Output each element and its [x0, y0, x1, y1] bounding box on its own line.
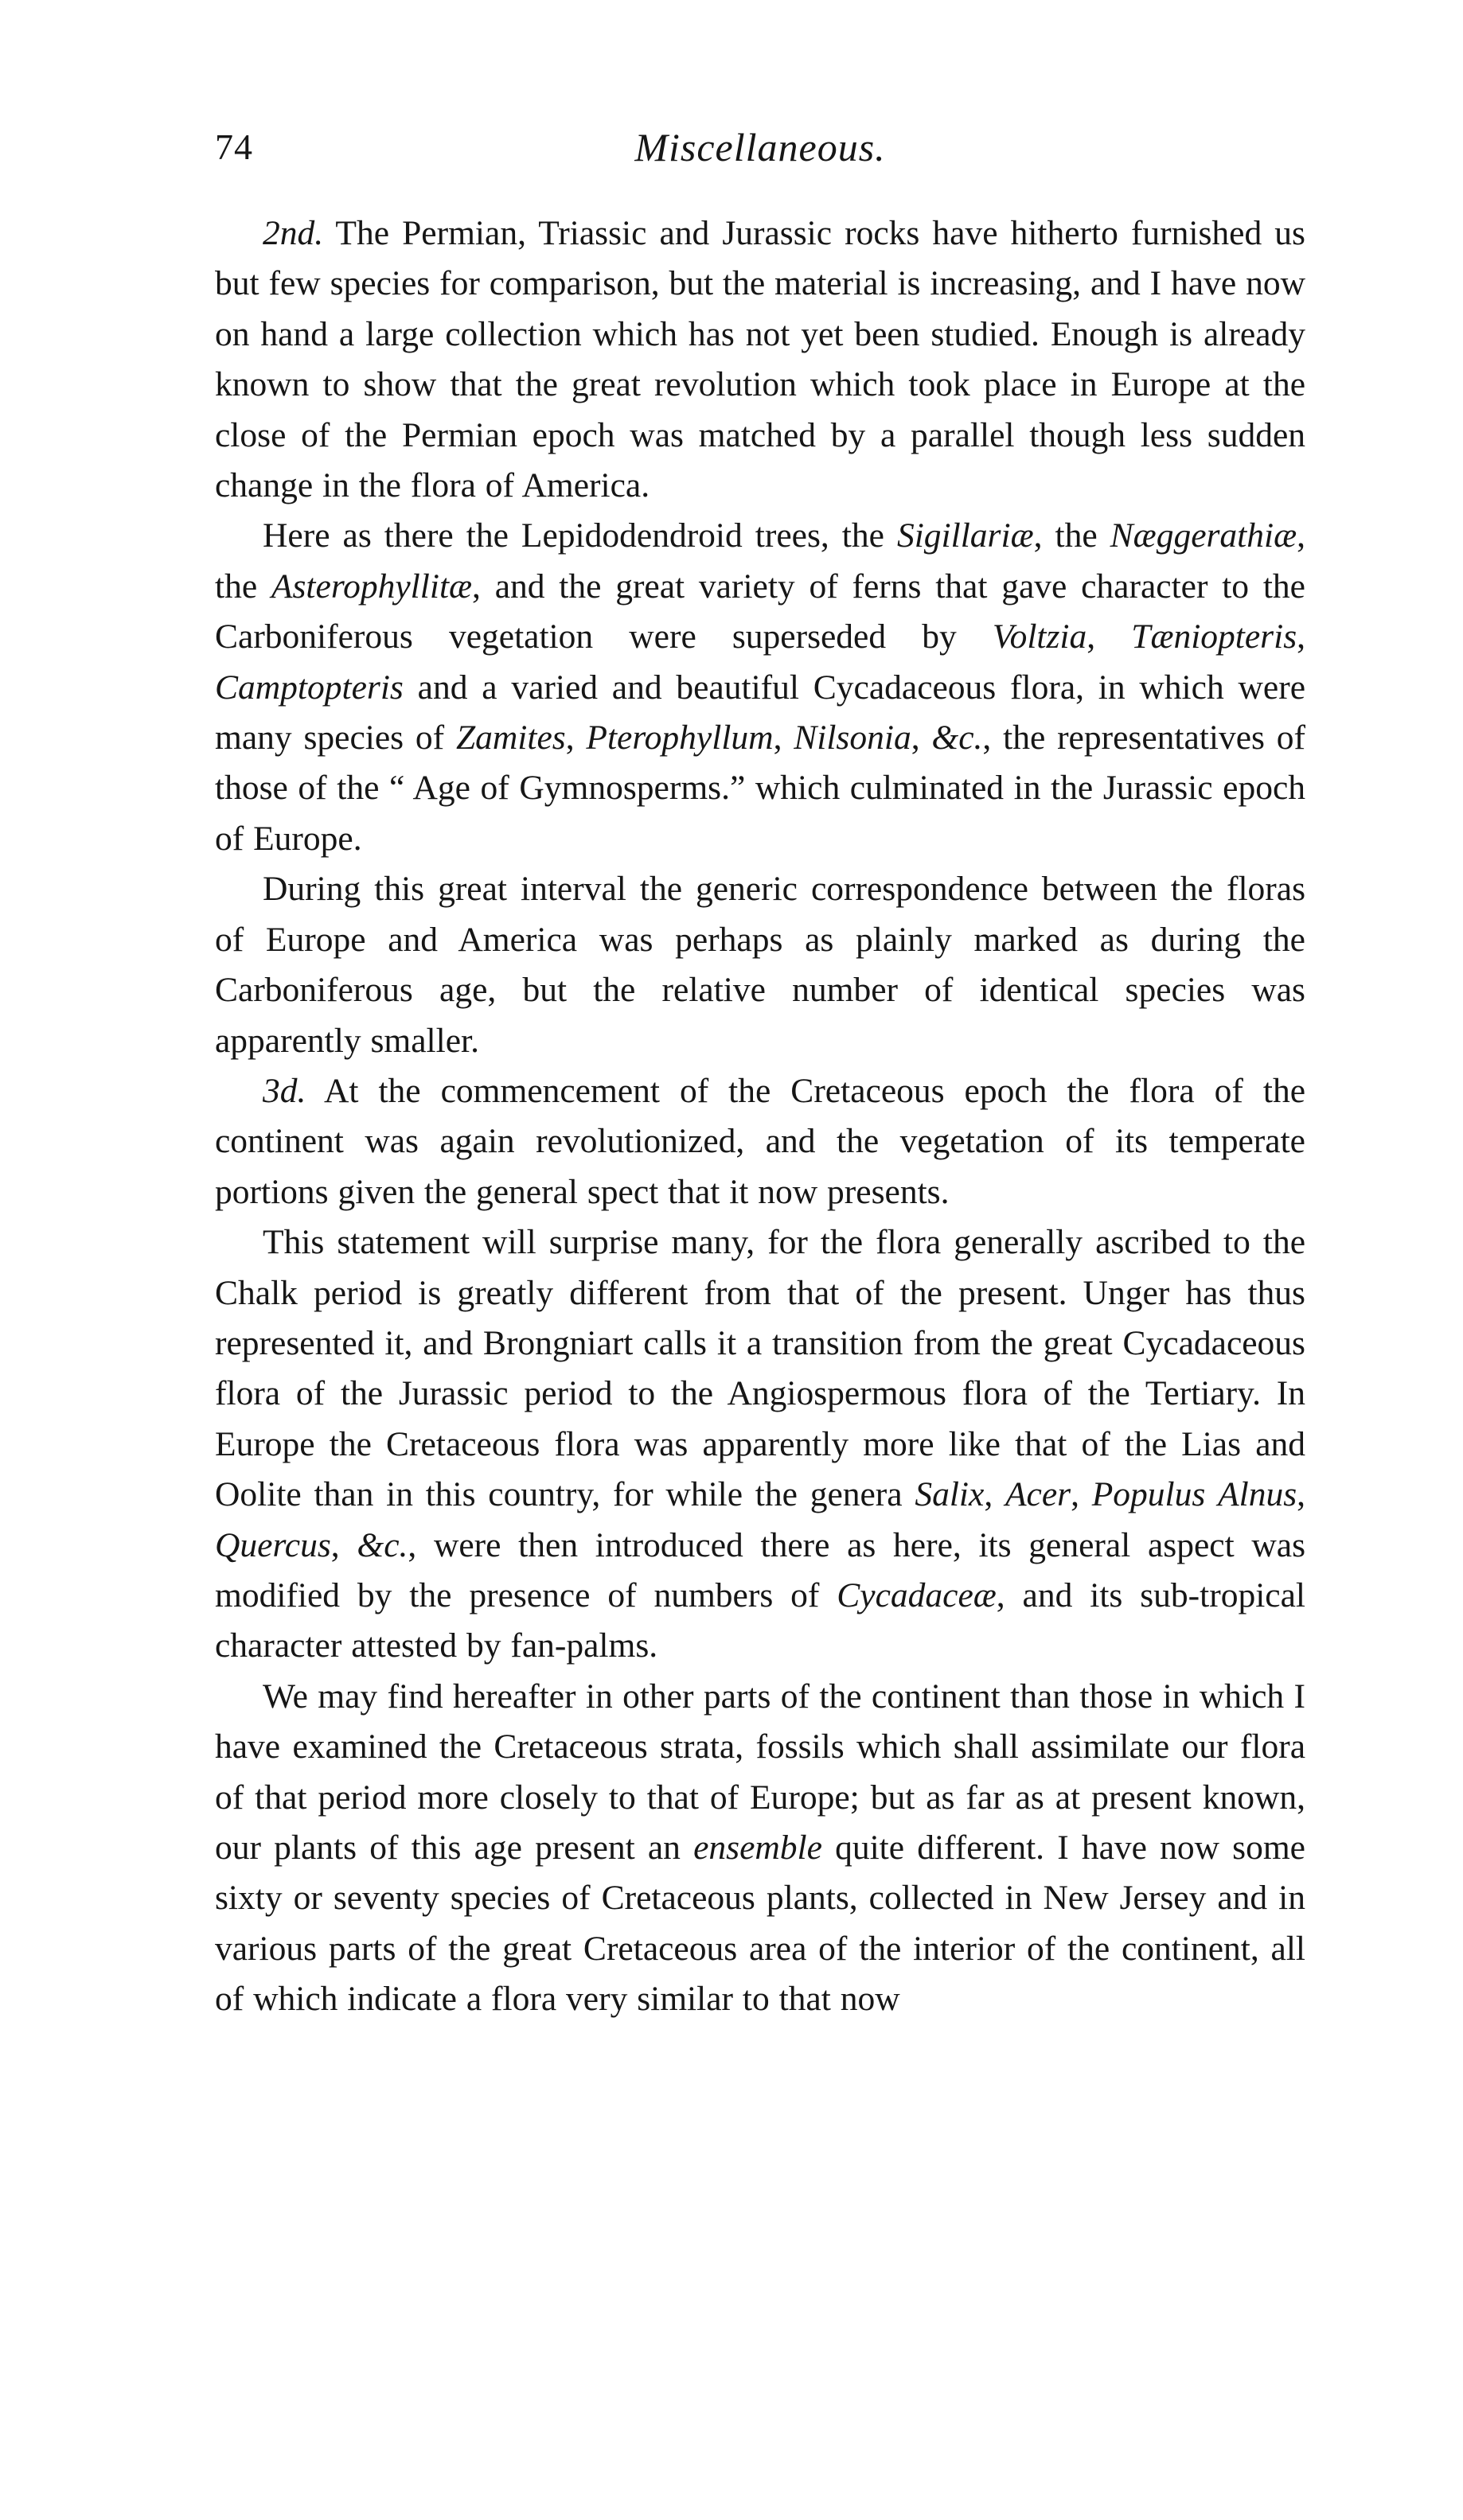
- text-run: , the: [215, 516, 1305, 606]
- paragraph-lepidodendroid-trees: [215, 511, 1305, 864]
- body-text: [215, 208, 1305, 2025]
- text-run: We may find hereafter in other parts of the continent than those in which I have examined the Cretaceous strata, fossils which shall assimilate our flora of that period more closely to that of Europe; but as far as at present known, our plants of this age present an: [215, 1677, 1305, 1867]
- italic-text: Acer: [1005, 1475, 1071, 1514]
- text-run: ,: [1297, 1475, 1306, 1514]
- text-run: ,: [773, 719, 794, 758]
- italic-text: Cycadaceæ: [837, 1575, 997, 1614]
- italic-text: Quercus: [215, 1525, 331, 1564]
- italic-text: 2nd.: [263, 214, 324, 252]
- text-run: At the commencement of the Cretaceous epoch the flora of the continent was again revolutionized, and the vegetation of its temperate portions given the general spect that it now presents.: [215, 1071, 1305, 1211]
- italic-text: Populus: [1091, 1475, 1206, 1514]
- text-run: , the representatives of those of the “ Age of Gymnosperms.” which culminated in the Jurassic epoch of Europe.: [215, 719, 1305, 858]
- text-run: [1205, 1475, 1218, 1513]
- text-run: The Permian, Triassic and Jurassic rocks have hitherto furnished us but few species for comparison, but the material is increasing, and I have now on hand a large collection which has not yet been studied. Enough is already known to show that the great revolution which took place in Europe at the close of the Permian epoch was matched by a parallel though less sudden change in the flora of America.: [215, 214, 1305, 505]
- text-run: , and the great variety of ferns that gave character to the Carboniferous vegetation were superseded by: [215, 567, 1305, 656]
- text-run: , the: [1033, 516, 1110, 555]
- text-run: quite different. I have now some sixty or seventy species of Cretaceous plants, collected in New Jersey and in various parts of the great Cretaceous area of the interior of the continent, all of which indicate a flora very similar to that now: [215, 1829, 1305, 2019]
- italic-text: Nilsonia: [794, 719, 911, 758]
- italic-text: ensemble: [693, 1829, 822, 1867]
- text-run: ,: [1297, 617, 1306, 656]
- text-run: and a varied and beautiful Cycadaceous flora, in which were many species of: [215, 668, 1305, 758]
- text-run: ,: [1087, 617, 1132, 656]
- italic-text: Alnus: [1218, 1475, 1297, 1514]
- text-run: , were then introduced there as here, its general aspect was modified by the presence of numbers of: [215, 1525, 1305, 1614]
- paragraph-generic-correspondence: [215, 864, 1305, 1066]
- paragraph-chalk-period-flora: [215, 1217, 1305, 1672]
- italic-text: Camptopteris: [215, 668, 404, 707]
- italic-text: &c.: [357, 1525, 408, 1564]
- paragraph-permian-triassic-jurassic: [215, 208, 1305, 511]
- running-head: Miscellaneous.: [634, 125, 886, 169]
- italic-text: Sigillariæ: [896, 516, 1034, 555]
- text-run: During this great interval the generic correspondence between the floras of Europe and America was perhaps as plainly marked as during the Carboniferous age, but the relative number of identical species was apparently smaller.: [215, 870, 1305, 1060]
- text-run: Here as there the Lepidodendroid trees, the: [263, 516, 897, 555]
- text-run: ,: [330, 1525, 357, 1564]
- italic-text: Tæniopteris: [1131, 617, 1297, 656]
- text-run: ,: [1071, 1475, 1092, 1514]
- text-run: , and its sub-tropical character attested by fan-palms.: [215, 1575, 1305, 1665]
- text-run: This statement will surprise many, for the flora generally ascribed to the Chalk period is greatly different from that of the present. Unger has thus represented it, and Brongniart calls it a transition from the great Cycadaceous flora of the Jurassic period to the Angiospermous flora of the Tertiary. In Europe the Cretaceous flora was apparently more like that of the Lias and Oolite than in this country, for while the genera: [215, 1223, 1305, 1514]
- italic-text: 3d.: [263, 1071, 306, 1110]
- italic-text: Salix: [915, 1475, 985, 1514]
- page-number: 74: [215, 127, 253, 167]
- italic-text: Pterophyllum: [586, 719, 774, 758]
- italic-text: Asterophyllitæ: [271, 567, 473, 606]
- italic-text: &c.: [931, 719, 983, 758]
- italic-text: Voltzia: [992, 617, 1087, 656]
- paragraph-cretaceous-revolution: [215, 1066, 1305, 1217]
- italic-text: Zamites: [455, 719, 566, 758]
- page-header: [215, 119, 1305, 175]
- italic-text: Næggerathiæ: [1110, 516, 1297, 555]
- text-run: ,: [911, 719, 932, 758]
- paragraph-cretaceous-plants: [215, 1672, 1305, 2025]
- text-run: ,: [984, 1475, 1005, 1514]
- text-run: ,: [565, 719, 587, 758]
